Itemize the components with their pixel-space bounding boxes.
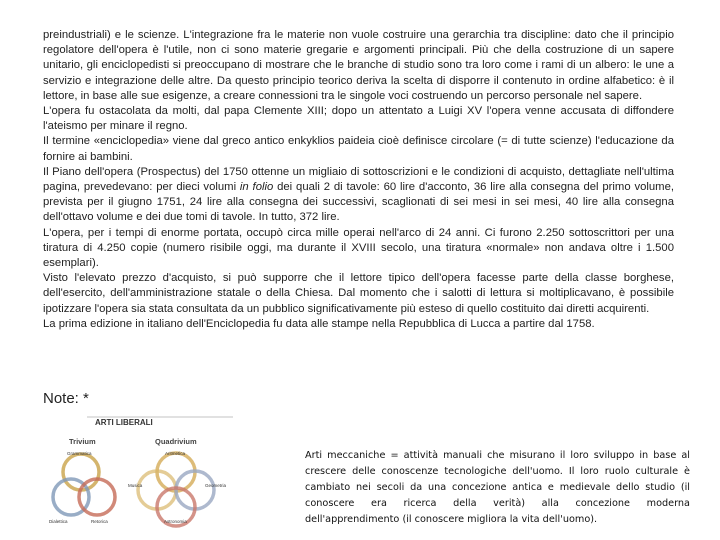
- geometria-label: Geometria: [205, 483, 227, 488]
- trivium-label: Trivium: [69, 437, 96, 446]
- retorica-label: Retorica: [91, 519, 108, 524]
- paragraph-print-run: L'opera, per i tempi di enorme portata, occupò circa mille operai nell'arco di 24 anni. Ci furono 2.250 sottoscrittori per una tiratura di 4.250 copie (numero risibile oggi, ma durante il XVIII secolo, una tiratura «normale» non andava oltre i 1.500 esemplari).: [43, 226, 674, 270]
- arti-liberali-figure: [43, 413, 235, 528]
- arti-liberali-diagram: [43, 413, 235, 528]
- aritmetica-label: Aritmetica: [165, 451, 186, 456]
- grammatica-label: Grammatica: [67, 451, 92, 456]
- prospectus-italic-term: in folio: [239, 181, 274, 194]
- side-note-arti-meccaniche: Arti meccaniche = attività manuali che misurano il loro sviluppo in base al crescere delle conoscenze tecnologiche dell'uomo. Il loro ruolo culturale è cambiato nei secoli da una concezione antica e medievale dello studio (il conoscere era ricerca della verità) alla concezione moderna dell'apprendimento (il conoscere migliora la vita dell'uomo).: [305, 450, 690, 525]
- paragraph-italian-edition: La prima edizione in italiano dell'Enciclopedia fu data alle stampe nella Repubblica di Lucca a partire dal 1758.: [43, 317, 595, 330]
- main-text: [43, 28, 674, 332]
- prospectus-text-end: dei quali 2 di tavole: 60 lire d'acconto, 36 lire alla consegna del primo volume, prevista per il giugno 1751, 24 lire alla consegna dei successivi, scaglionati di sei mesi in sei mesi, 40 lire alla consegna dell'ottavo volume e dei due tomi di tavole. In tutto, 372 lire.: [43, 181, 675, 224]
- paragraph-etymology: Il termine «enciclopedia» viene dal greco antico enkyklios paideia cioè definisce circolare (= di tutte scienze) l'educazione da fornire ai bambini.: [43, 135, 674, 163]
- astronomia-label: Astronomia: [164, 519, 187, 524]
- quadrivium-label: Quadrivium: [155, 437, 197, 446]
- paragraph-readers: Visto l'elevato prezzo d'acquisto, si può supporre che il lettore tipico dell'opera facesse parte della classe borghese, dell'esercito, dell'amministrazione statale o della Chiesa. Dal momento che i salotti di lettura si moltiplicavano, è possibile ipotizzare l'opera sia stata consultata da un pubblico significativamente più esteso di quello costituito dai diretti acquirenti.: [43, 272, 674, 315]
- note-heading: Note: *: [43, 390, 89, 407]
- figure-title: ARTI LIBERALI: [95, 418, 153, 427]
- musica-label: Musica: [128, 483, 143, 488]
- dialettica-label: Dialettica: [49, 519, 68, 524]
- prospectus-text-start: Il Piano dell'opera (Prospectus) del 1750 ottenne un migliaio di sottoscrizioni e le condizioni di acquisto, dettagliate nell'ultima pagina, prevedevano: per dieci volumi: [43, 165, 674, 194]
- paragraph-interdisciplinary: preindustriali) e le scienze. L'integrazione fra le materie non vuole costruire una gerarchia tra discipline: dato che il principio regolatore dell'opera è l'utile, non ci sono materie gregarie e argomenti principali. Più che della costruzione di un sapere unitario, gli enciclopedisti si preoccupano di mostrare che le branche di studio sono tra loro come i rami di un albero: le une a servizio e integrazione delle altre. Da questo principio teorico deriva la scelta di disporre il contenuto in ordine alfabetico: è il lettore, in base alle sue esigenze, a creare connessioni tra le singole voci costruendo un percorso personale nel sapere.: [43, 29, 674, 102]
- paragraph-prospectus: [43, 165, 674, 226]
- paragraph-opposition: L'opera fu ostacolata da molti, dal papa Clemente XIII; dopo un attentato a Luigi XV l'opera venne accusata di diffondere l'ateismo per minare il regno.: [43, 105, 674, 133]
